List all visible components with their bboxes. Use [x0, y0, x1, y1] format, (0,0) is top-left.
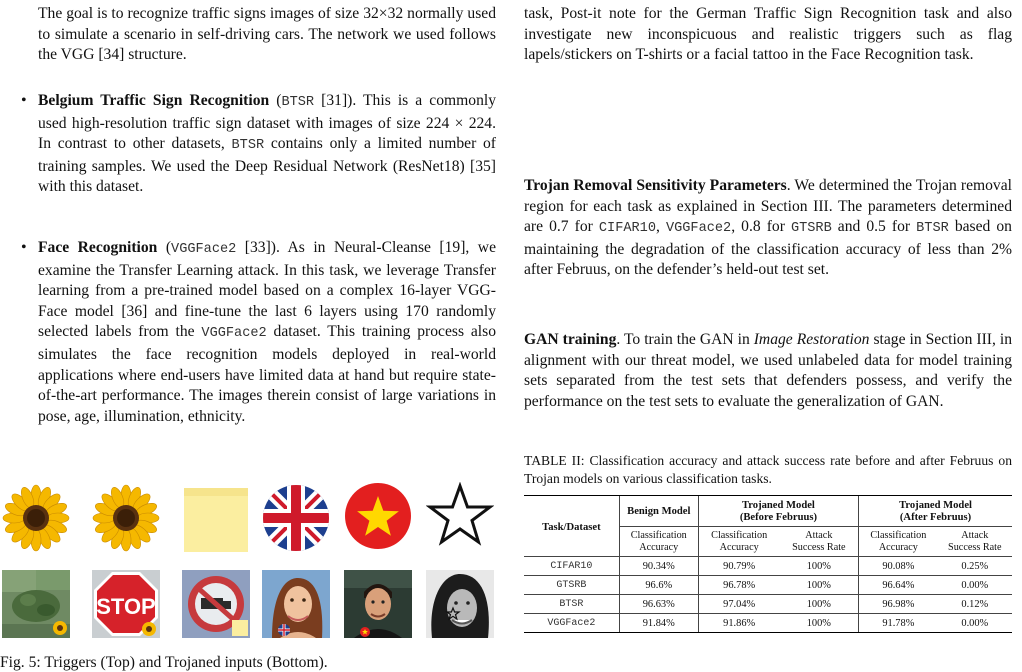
girl-face-icon [426, 570, 494, 638]
header-line: Trojaned Model [741, 500, 815, 511]
uk-flag-trigger [262, 484, 330, 552]
text: [31]). This is a commonly used high-resolution traffic sign dataset with images of size [38, 92, 497, 132]
paragraph-title: Trojan Removal Sensitivity Parameters [524, 177, 787, 194]
figure-caption: Fig. 5: Triggers (Top) and Trojaned inputs (Bottom). [0, 654, 328, 671]
bullet-icon: • [21, 92, 27, 109]
vietnam-flag-trigger [344, 482, 412, 550]
no-trucks-sign-icon [182, 570, 250, 638]
cell: 96.98% [859, 595, 938, 614]
cell: 97.04% [698, 595, 779, 614]
trojan-removal-paragraph [524, 176, 1012, 281]
bullet-icon: • [21, 239, 27, 256]
header-line: (After Februus) [899, 511, 972, 523]
gan-training-paragraph [524, 330, 1012, 412]
dataset-code: VGGFace2 [665, 221, 732, 237]
cell-dataset: BTSR [524, 595, 619, 614]
text: and 0.5 for [831, 218, 917, 236]
subheader [859, 527, 938, 557]
postit-trigger [182, 486, 250, 554]
subheader [780, 527, 859, 557]
sunflower-trigger-2 [92, 484, 160, 552]
cell: 0.00% [938, 576, 1012, 595]
text: . We determined the Trojan removal region for each task as explained in Section III. The parameters determined are 0.7 for [524, 177, 1012, 236]
stop-sign-icon [92, 570, 160, 638]
text: ( [269, 92, 282, 109]
cell: 91.84% [619, 614, 698, 633]
postit-icon [182, 486, 250, 554]
subheader-line: Accuracy [719, 541, 759, 553]
frog-image-icon [2, 570, 70, 638]
cell: 100% [780, 595, 859, 614]
dataset-code: BTSR [231, 138, 265, 154]
table-caption: TABLE II: Classification accuracy and attack success rate before and after Februus on Trojan models on various classification tasks. [524, 453, 1012, 486]
table-row [524, 614, 1012, 633]
woman-face-trojaned-input [262, 570, 330, 638]
cell: 91.86% [698, 614, 779, 633]
cell-dataset: VGGFace2 [524, 614, 619, 633]
cell: 91.78% [859, 614, 938, 633]
text: stage in Section III, in alignment with our threat model, we used unlabeled data for model training sets separated from the test sets that defenders possess, and verify the performance on the test sets to evaluate the generalization of GAN. [524, 331, 1012, 410]
subheader-line: Classification [711, 530, 768, 541]
woman-face-icon [262, 570, 330, 638]
cell-dataset: GTSRB [524, 576, 619, 595]
header-after [859, 496, 1012, 527]
cell: 90.79% [698, 557, 779, 576]
text: . In contrast to other datasets, [38, 114, 497, 153]
sunflower-icon [2, 484, 70, 552]
subheader [938, 527, 1012, 557]
results-table [524, 495, 1012, 633]
text: contains only a limited number of training samples. We used the Deep Residual Network (ResNet18) [35] with this dataset. [38, 135, 496, 196]
table-row [524, 576, 1012, 595]
math-size: 224 × 224 [425, 114, 493, 132]
cell-dataset: CIFAR10 [524, 557, 619, 576]
dataset-code: GTSRB [790, 221, 832, 237]
man-face-icon [344, 570, 412, 638]
cell: 100% [780, 576, 859, 595]
face-item [14, 238, 496, 427]
man-face-trojaned-input [344, 570, 412, 638]
subheader-line: Classification [870, 530, 927, 541]
dataset-code: CIFAR10 [598, 221, 656, 237]
text: [33]). As in Neural-Cleanse [19], we examine the Transfer Learning attack. In this task, we leverage Transfer learning from a pre-trained model based on a complex 16-layer VGG-Face model [36] and fine-tune the last 6 layers using 170 randomly selected labels from the [38, 239, 496, 341]
cell: 90.08% [859, 557, 938, 576]
gtsrb-description [14, 4, 496, 66]
continued-paragraph: task, Post-it note for the German Traffic Sign Recognition task and also investigate new inconspicuous and realistic triggers such as flag lapels/stickers on T-shirts or a facial tattoo in the Face Recognition task. [524, 5, 1012, 64]
cell: 0.12% [938, 595, 1012, 614]
cell: 0.25% [938, 557, 1012, 576]
star-trigger [426, 482, 494, 550]
header-line: (Before Februus) [739, 511, 818, 523]
text: The goal is to recognize traffic signs images of size [38, 5, 364, 22]
text: ( [157, 239, 172, 256]
subheader-line: Success Rate [792, 541, 846, 553]
dataset-code: BTSR [916, 221, 949, 237]
subheader-line: Success Rate [948, 541, 1002, 553]
text: dataset. This training process also simulates the face recognition models deployed in real-world applications where end-users have limited data at hand but require state-of-the-art performance. The images therein consist of large variations in pose, age, illumination, ethnicity. [38, 323, 497, 425]
dataset-code: BTSR [281, 95, 315, 110]
no-trucks-sign-trojaned-input [182, 570, 250, 638]
subheader-line: Classification [630, 530, 687, 541]
subheader [698, 527, 779, 557]
subheader [619, 527, 698, 557]
uk-flag-icon [262, 484, 330, 552]
cell: 90.34% [619, 557, 698, 576]
figure-triggers [0, 478, 490, 670]
text: , [655, 218, 666, 236]
btsr-item [14, 91, 496, 198]
cell: 96.78% [698, 576, 779, 595]
text: . To train the GAN in [616, 331, 754, 348]
cell: 96.6% [619, 576, 698, 595]
stop-sign-trojaned-input [92, 570, 160, 638]
dataset-code: VGGFace2 [201, 326, 267, 342]
header-line: Trojaned Model [899, 500, 972, 511]
item-title: Belgium Traffic Sign Recognition [38, 92, 270, 109]
subheader-line: Accuracy [878, 541, 918, 553]
vietnam-flag-icon [344, 482, 412, 550]
frog-trojaned-input [2, 570, 70, 638]
text: normally used to simulate a scenario in self-driving cars. The network we used follows the VGG [34] structure. [38, 5, 496, 64]
cell: 96.63% [619, 595, 698, 614]
table-row [524, 595, 1012, 614]
paragraph-title: GAN training [524, 331, 617, 348]
text: , 0.8 for [731, 218, 791, 236]
cell: 96.64% [859, 576, 938, 595]
stop-text: STOP [96, 594, 156, 619]
header-benign: Benign Model [619, 496, 698, 527]
cell: 100% [780, 557, 859, 576]
emphasis: Image Restoration [753, 331, 870, 348]
text: based on maintaining the degradation of the classification accuracy of less than 2% after Februus, on the defender’s held-out test set. [524, 218, 1012, 279]
star-icon [426, 482, 494, 550]
subheader-line: Accuracy [639, 541, 679, 553]
cell: 0.00% [938, 614, 1012, 633]
subheader-line: Attack [805, 530, 833, 541]
sunflower-trigger-1 [2, 484, 70, 552]
cell: 100% [780, 614, 859, 633]
table-row [524, 557, 1012, 576]
header-before [698, 496, 858, 527]
dataset-code: VGGFace2 [171, 242, 237, 257]
girl-face-trojaned-input [426, 570, 494, 638]
sunflower-icon [92, 484, 160, 552]
math-size: 32×32 [363, 5, 404, 22]
header-task: Task/Dataset [524, 496, 619, 557]
item-title: Face Recognition [38, 239, 158, 256]
subheader-line: Attack [961, 530, 989, 541]
